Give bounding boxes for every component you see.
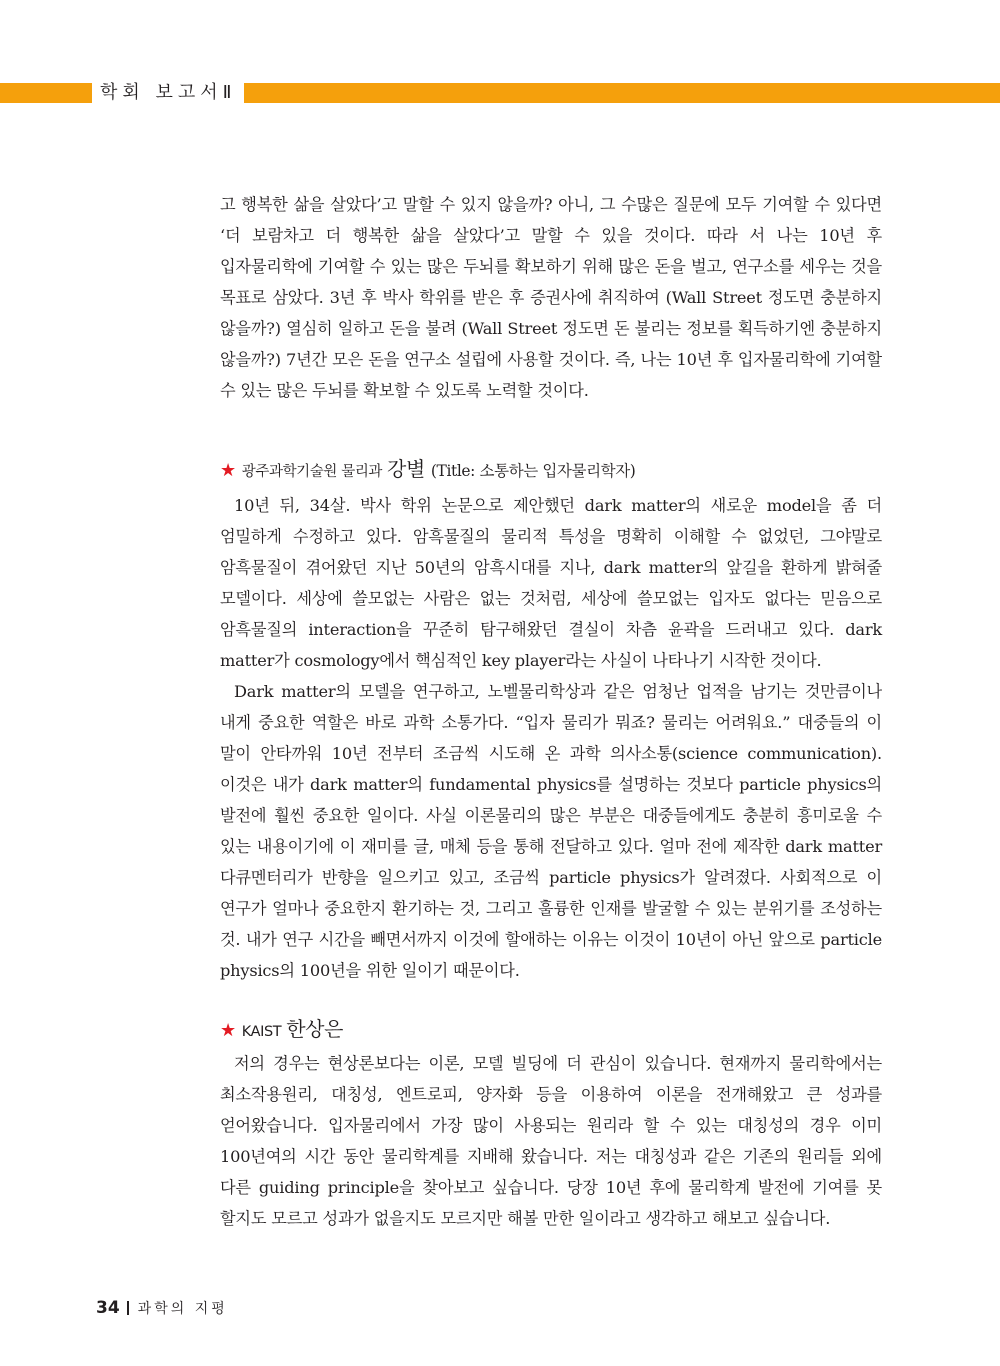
section-title: 학회 보고서Ⅱ (100, 82, 237, 103)
body-paragraph: 저의 경우는 현상론보다는 이론, 모델 빌딩에 더 관심이 있습니다. 현재까지 물리학에서는 최소작용원리, 대칭성, 엔트로피, 양자화 등을 이용하여 이론을 전개해왔고 큰 성과를 얻어왔습니다. 입자물리에서 가장 많이 사용되는 원리라 할 수 있는 대칭성의 경우 이미 100년여의 시간 동안 물리학계를 지배해 왔습니다. 저는 대칭성과 같은 기존의 원리들 외에 다른 guiding principle을 찾아보고 싶습니다. 당장 10년 후에 물리학계 발전에 기여를 못 할지도 모르고 성과가 없을지도 모르지만 해볼 만한 일이라고 생각하고 해보고 싶습니다. (220, 1054, 882, 1228)
section-body-han (220, 1048, 882, 1234)
section-heading-han (220, 1014, 349, 1047)
publication-name: 과학의 지평 (137, 1301, 228, 1317)
body-paragraph: 10년 뒤, 34살. 박사 학위 논문으로 제안했던 dark matter의 새로운 model을 좀 더 엄밀하게 수정하고 있다. 암흑물질의 물리적 특성을 명확히 이해할 수 없었던, 그야말로 암흑물질이 겪어왔던 지난 50년의 암흑시대를 지나, dark matter의 앞길을 환하게 밝혀줄 모델이다. 세상에 쓸모없는 사람은 없는 것처럼, 세상에 쓸모없는 입자도 없다는 믿음으로 암흑물질의 interaction을 꾸준히 탐구해왔던 결실이 차츰 윤곽을 드러내고 있다. dark matter가 cosmology에서 핵심적인 key player라는 사실이 나타나기 시작한 것이다. (220, 496, 882, 670)
author-name: 강별 (387, 457, 425, 481)
page-number: 34 (96, 1298, 120, 1318)
intro-paragraph: 고 행복한 삶을 살았다’고 말할 수 있지 않을까? 아니, 그 수많은 질문에 모두 기여할 수 있다면 ‘더 보람차고 더 행복한 삶을 살았다’고 말할 수 있을 것이다. 따라 서 나는 10년 후 입자물리학에 기여할 수 있는 많은 두뇌를 확보하기 위해 많은 돈을 벌고, 연구소를 세우는 것을 목표로 삼았다. 3년 후 박사 학위를 받은 후 증권사에 취직하여 (Wall Street 정도면 충분하지 않을까?) 열심히 일하고 돈을 불려 (Wall Street 정도면 돈 불리는 정보를 획득하기엔 충분하지 않을까?) 7년간 모은 돈을 연구소 설립에 사용할 것이다. 즉, 나는 10년 후 입자물리학에 기여할 수 있는 많은 두뇌를 확보할 수 있도록 노력할 것이다. (220, 195, 882, 400)
author-title-note: (Title: 소통하는 입자물리학자) (430, 462, 636, 480)
section-heading-kang (220, 454, 635, 487)
body-paragraph: Dark matter의 모델을 연구하고, 노벨물리학상과 같은 엄청난 업적을 남기는 것만큼이나 내게 중요한 역할은 바로 과학 소통가다. “입자 물리가 뭐죠? 물리는 어려워요.” 대중들의 이 말이 안타까워 10년 전부터 조금씩 시도해 온 과학 의사소통(science communication). 이것은 내가 dark matter의 fundamental physics를 설명하는 것보다 particle physics의 발전에 훨씬 중요한 일이다. 사실 이론물리의 많은 부분은 대중들에게도 충분히 흥미로울 수 있는 내용이기에 이 재미를 글, 매체 등을 통해 전달하고 있다. 얼마 전에 제작한 dark matter 다큐멘터리가 반향을 일으키고 있고, 조금씩 particle physics가 알려졌다. 사회적으로 이 연구가 얼마나 중요한지 환기하는 것, 그리고 훌륭한 인재를 발굴할 수 있는 분위기를 조성하는 것. 내가 연구 시간을 빼면서까지 이것에 할애하는 이유는 이것이 10년이 아닌 앞으로 particle physics의 100년을 위한 일이기 때문이다. (220, 682, 882, 980)
section-header-bar (0, 83, 1000, 103)
section-body-kang (220, 490, 882, 986)
red-star-icon: ★ (220, 1020, 236, 1041)
page-footer (96, 1298, 228, 1318)
intro-text-block (220, 189, 882, 406)
author-affiliation: KAIST (241, 1024, 282, 1040)
red-star-icon: ★ (220, 460, 236, 481)
header-bar-right-segment (244, 83, 1000, 103)
header-bar-left-segment (0, 83, 92, 103)
author-affiliation: 광주과학기술원 물리과 (241, 464, 383, 480)
footer-divider (127, 1301, 129, 1315)
author-name: 한상은 (286, 1017, 344, 1041)
